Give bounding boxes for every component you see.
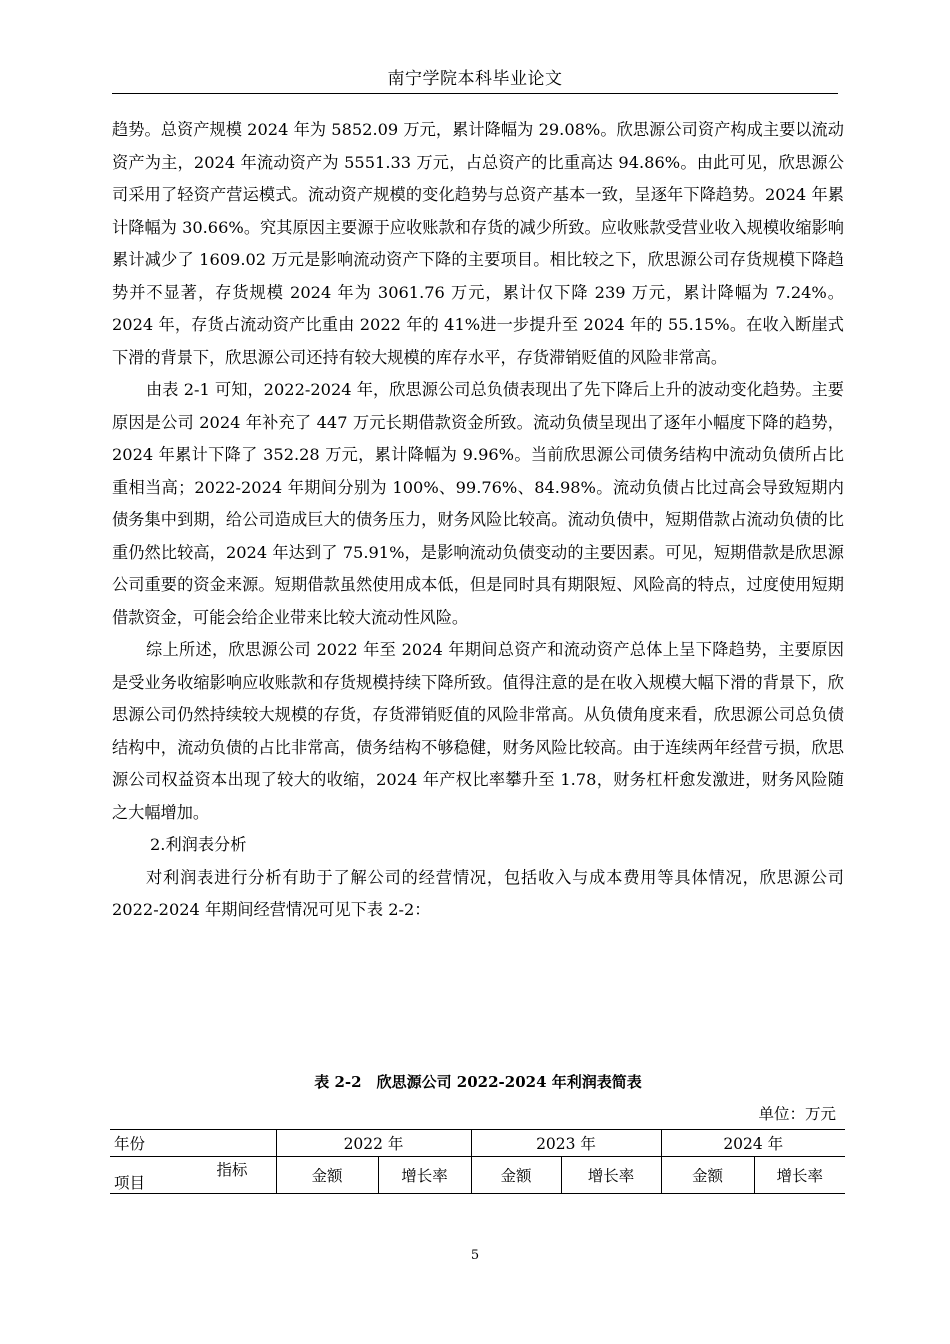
diagonal-header-cell: [110, 1157, 276, 1194]
year-2024-cell: 2024 年: [661, 1130, 845, 1157]
sub-header-growth-2022: 增长率: [378, 1157, 471, 1194]
section-heading: 2.利润表分析: [150, 835, 247, 854]
year-2023-cell: 2023 年: [471, 1130, 661, 1157]
intro-paragraph: 对利润表进行分析有助于了解公司的经营情况，包括收入与成本费用等具体情况，欣思源公司 2022-2024 年期间经营情况可见下表 2-2：: [112, 867, 844, 919]
diag-top-label: 指标: [216, 1161, 248, 1179]
sub-header-growth-2024: 增长率: [754, 1157, 845, 1194]
table-header-row-years: [110, 1130, 845, 1157]
paragraph-1: 趋势。总资产规模 2024 年为 5852.09 万元，累计降幅为 29.08%。欣思源公司资产构成主要以流动资产为主，2024 年流动资产为 5551.33 万元，占总资产的比重高达 94.86%。由此可见，欣思源公司采用了轻资产营运模式。流动资产规模的变化趋势与总资产基本一致，呈逐年下降趋势。2024 年累计降幅为 30.66%。究其原因主要源于应收账款和存货的减少所致。应收账款受营业收入规模收缩影响累计减少了 1609.02 万元是影响流动资产下降的主要项目。相比较之下，欣思源公司存货规模下降趋势并不显著，存货规模 2024 年为 3061.76 万元，累计仅下降 239 万元，累计降幅为 7.24%。2024 年，存货占流动资产比重由 2022 年的 41%进一步提升至 2024 年的 55.15%。在收入断崖式下滑的背景下，欣思源公司还持有较大规模的库存水平，存货滞销贬值的风险非常高。: [112, 120, 844, 367]
year-2022-cell: 2022 年: [276, 1130, 471, 1157]
profit-table: [110, 1129, 845, 1194]
table-header-row-metrics: [110, 1157, 845, 1194]
body-text: [112, 114, 844, 927]
diag-bottom-label: 项目: [114, 1174, 146, 1192]
table-caption: 表 2-2 欣思源公司 2022-2024 年利润表简表: [314, 1073, 642, 1091]
page-header: [112, 64, 838, 94]
year-header-cell: 年份: [110, 1130, 276, 1157]
sub-header-amount-2022: 金额: [276, 1157, 378, 1194]
header-title: 南宁学院本科毕业论文: [387, 69, 563, 89]
paragraph-3: 综上所述，欣思源公司 2022 年至 2024 年期间总资产和流动资产总体上呈下降趋势，主要原因是受业务收缩影响应收账款和存货规模持续下降所致。值得注意的是在收入规模大幅下滑的背景下，欣思源公司仍然持续较大规模的存货，存货滞销贬值的风险非常高。从负债角度来看，欣思源公司总负债结构中，流动负债的占比非常高，债务结构不够稳健，财务风险比较高。由于连续两年经营亏损，欣思源公司权益资本出现了较大的收缩，2024 年产权比率攀升至 1.78，财务杠杆愈发激进，财务风险随之大幅增加。: [112, 640, 844, 822]
sub-header-amount-2024: 金额: [661, 1157, 754, 1194]
unit-label: 单位：万元: [758, 1105, 836, 1123]
sub-header-growth-2023: 增长率: [561, 1157, 661, 1194]
paragraph-2: 由表 2-1 可知，2022-2024 年，欣思源公司总负债表现出了先下降后上升的波动变化趋势。主要原因是公司 2024 年补充了 447 万元长期借款资金所致。流动负债呈现出了逐年小幅度下降的趋势，2024 年累计下降了 352.28 万元，累计降幅为 9.96%。当前欣思源公司债务结构中流动负债所占比重相当高；2022-2024 年期间分别为 100%、99.76%、84.98%。流动负债占比过高会导致短期内债务集中到期，给公司造成巨大的债务压力，财务风险比较高。流动负债中，短期借款占流动负债的比重仍然比较高，2024 年达到了 75.91%，是影响流动负债变动的主要因素。可见，短期借款是欣思源公司重要的资金来源。短期借款虽然使用成本低，但是同时具有期限短、风险高的特点，过度使用短期借款资金，可能会给企业带来比较大流动性风险。: [112, 380, 844, 627]
sub-header-amount-2023: 金额: [471, 1157, 561, 1194]
page-number: 5: [470, 1248, 480, 1263]
